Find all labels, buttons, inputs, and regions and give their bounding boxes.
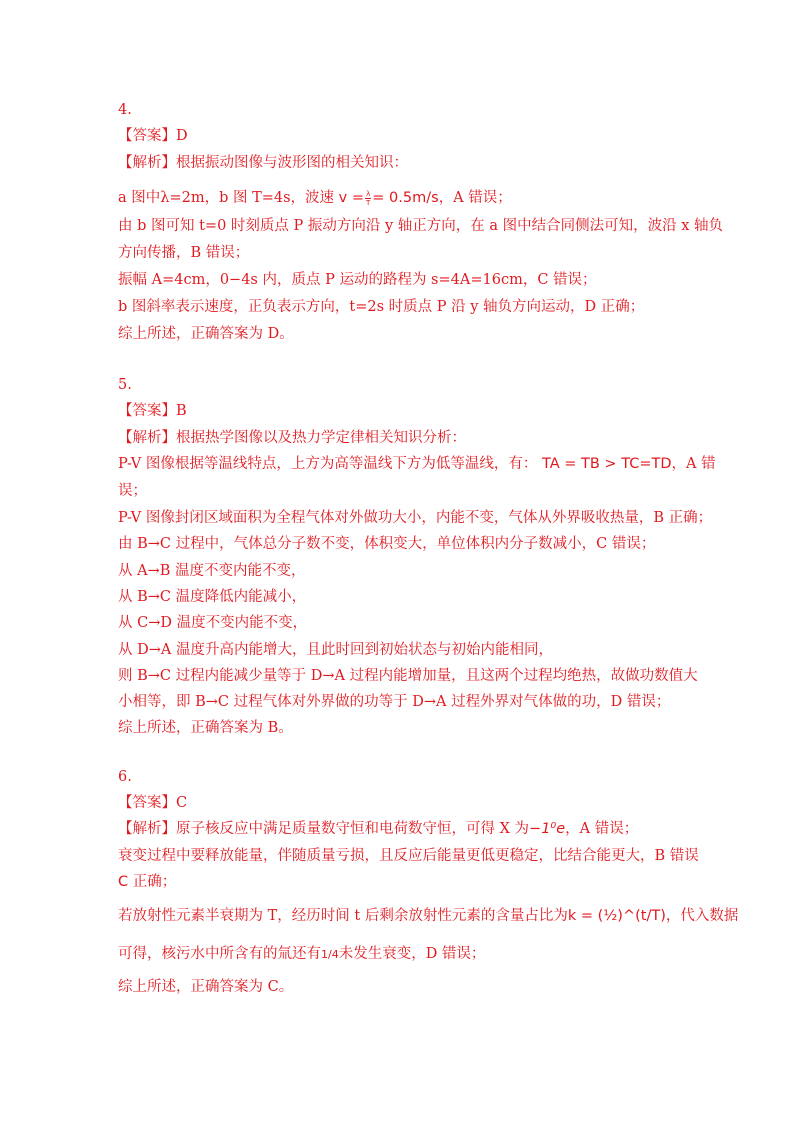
item-4-analysis [118, 153, 408, 173]
item-6-line-2: 衰变过程中要释放能量，伴随质量亏损，且反应后能量更低更稳定，比结合能更大，B 错误 [118, 848, 699, 864]
text: 未发生衰变，D 错误； [338, 946, 486, 962]
item-4-line-5: b 图斜率表示速度，正负表示方向，t=2s 时质点 P 沿 y 轴负方向运动，D 正确； [118, 299, 645, 315]
analysis-label: 【解析】 [118, 430, 176, 446]
item-6-line-1 [118, 819, 638, 839]
fraction-value: 1/4 [321, 948, 339, 961]
answer-value: C [176, 795, 188, 811]
item-5-line-11: 综上所述，正确答案为 B。 [118, 720, 293, 736]
fraction-denominator: T [366, 198, 371, 207]
answer-label: 【答案】 [118, 795, 176, 811]
item-5-line-7: 从 C→D 温度不变内能不变， [118, 615, 308, 631]
item-5-number: 5. [118, 377, 132, 393]
analysis-label: 【解析】 [118, 155, 176, 171]
text: 可得，核污水中所含有的氚还有 [118, 946, 321, 962]
item-5-line-2: 误； [118, 483, 147, 499]
item-6-answer [118, 793, 187, 813]
particle-symbol: −1⁰e [529, 821, 566, 837]
formula-lhs: v = [338, 190, 365, 206]
answer-label: 【答案】 [118, 128, 176, 144]
formula-rhs: = 0.5m/s [372, 190, 439, 206]
analysis-label: 【解析】 [118, 821, 176, 837]
item-6-number: 6. [118, 769, 132, 785]
item-4-line-3: 方向传播，B 错误； [118, 245, 250, 261]
item-4-line-1 [118, 188, 512, 208]
text: P-V 图像根据等温线特点，上方为高等温线下方为低等温线，有： [118, 456, 538, 472]
answer-value: B [176, 403, 187, 419]
item-5-line-3: P-V 图像封闭区域面积为全程气体对外做功大小，内能不变，气体从外界吸收热量，B 正确； [118, 510, 713, 526]
analysis-intro: 根据振动图像与波形图的相关知识： [176, 155, 408, 171]
item-4-line-6: 综上所述，正确答案为 D。 [118, 326, 294, 342]
item-4-answer [118, 126, 188, 146]
decay-formula: k = (½)^(t/T) [567, 908, 666, 924]
item-6-line-6: 综上所述，正确答案为 C。 [118, 979, 294, 995]
item-6-line-3: C 正确； [118, 874, 177, 890]
text: ，A 错 [671, 456, 716, 472]
analysis-intro: 根据热学图像以及热力学定律相关知识分析： [176, 430, 466, 446]
item-5-line-1 [118, 454, 716, 474]
text: ，A 错误； [565, 821, 639, 837]
text: ，代入数据 [665, 908, 739, 924]
formula-fraction [365, 190, 371, 207]
item-5-line-5: 从 A→B 温度不变内能不变， [118, 563, 306, 579]
item-4-line-4: 振幅 A=4cm，0−4s 内，质点 P 运动的路程为 s=4A=16cm，C 错误； [118, 272, 597, 288]
text: 原子核反应中满足质量数守恒和电荷数守恒，可得 X 为 [176, 821, 530, 837]
item-6-line-5 [118, 944, 485, 965]
text: a 图中λ=2m，b 图 T=4s，波速 [118, 190, 335, 206]
item-5-line-10: 小相等，即 B→C 过程气体对外界做的功等于 D→A 过程外界对气体做的功，D 错误； [118, 694, 671, 710]
temperature-relation: TA = TB > TC=TD [542, 456, 672, 472]
item-5-line-8: 从 D→A 温度升高内能增大，且此时回到初始状态与初始内能相同， [118, 642, 553, 658]
answer-label: 【答案】 [118, 403, 176, 419]
item-5-line-9: 则 B→C 过程内能减少量等于 D→A 过程内能增加量，且这两个过程均绝热，故做功数值大 [118, 668, 698, 684]
item-5-line-6: 从 B→C 温度降低内能减小， [118, 589, 307, 605]
item-5-answer [118, 401, 187, 421]
item-4-number: 4. [118, 102, 132, 118]
item-6-line-4 [118, 906, 738, 926]
item-5-analysis [118, 428, 466, 448]
text: 若放射性元素半衰期为 T，经历时间 t 后剩余放射性元素的含量占比为 [118, 908, 568, 924]
text: ，A 错误； [438, 190, 512, 206]
item-4-line-2: 由 b 图可知 t=0 时刻质点 P 振动方向沿 y 轴正方向，在 a 图中结合同侧法可知，波沿 x 轴负 [118, 218, 724, 234]
item-5-line-4: 由 B→C 过程中，气体总分子数不变，体积变大，单位体积内分子数减小，C 错误； [118, 536, 656, 552]
answer-value: D [176, 128, 188, 144]
fraction-numerator: λ [366, 189, 371, 198]
